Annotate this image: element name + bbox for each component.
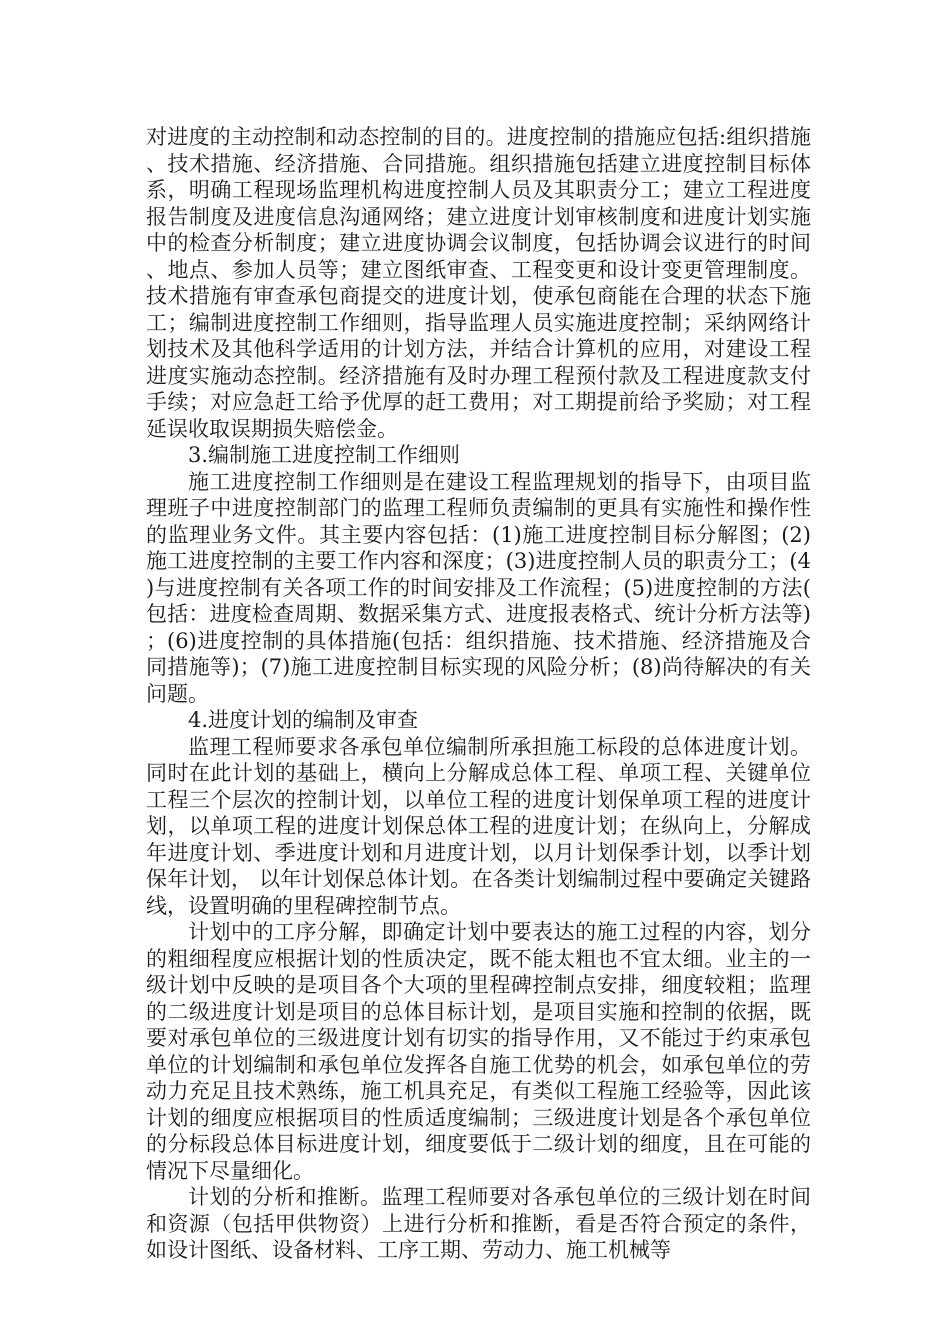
paragraph-schedule-compilation: 监理工程师要求各承包单位编制所承担施工标段的总体进度计划。同时在此计划的基础上，横向上分解成总体工程、单项工程、关键单位工程三个层次的控制计划，以单位工程的进度计划保单项工程的进度计划，以单项工程的进度计划保总体工程的进度计划；在纵向上，分解成年进度计划、季进度计划和月进度计划，以月计划保季计划，以季计划保年计划， 以年计划保总体计划。在各类计划编制过程中要确定关键路线，设置明确的里程碑控制节点。 xyxy=(146,734,811,918)
paragraph-plan-analysis: 计划的分析和推断。监理工程师要对各承包单位的三级计划在时间和资源（包括甲供物资）上进行分析和推断，看是否符合预定的条件，如设计图纸、设备材料、工序工期、劳动力、施工机械等 xyxy=(146,1185,811,1262)
paragraph-work-rules: 施工进度控制工作细则是在建设工程监理规划的指导下，由项目监理班子中进度控制部门的监理工程师负责编制的更具有实施性和操作性的监理业务文件。其主要内容包括：(1)施工进度控制目标分解图；(2)施工进度控制的主要工作内容和深度；(3)进度控制人员的职责分工；(4)与进度控制有关各项工作的时间安排及工作流程；(5)进度控制的方法(包括：进度检查周期、数据采集方式、进度报表格式、统计分析方法等)；(6)进度控制的具体措施(包括：组织措施、技术措施、经济措施及合同措施等)；(7)施工进度控制目标实现的风险分析；(8)尚待解决的有关问题。 xyxy=(146,469,811,706)
section-heading-3: 3.编制施工进度控制工作细则 xyxy=(188,443,461,467)
paragraph-process-breakdown: 计划中的工序分解，即确定计划中要表达的施工过程的内容，划分的粗细程度应根据计划的性质决定，既不能太粗也不宜太细。业主的一级计划中反映的是项目各个大项的里程碑控制点安排，细度较粗；监理的二级进度计划是项目的总体目标计划，是项目实施和控制的依据，既要对承包单位的三级进度计划有切实的指导作用，又不能过于约束承包单位的计划编制和承包单位发挥各自施工优势的机会，如承包单位的劳动力充足且技术熟练，施工机具充足，有类似工程施工经验等，因此该计划的细度应根据项目的性质适度编制；三级进度计划是各个承包单位的分标段总体目标进度计划，细度要低于二级计划的细度，且在可能的情况下尽量细化。 xyxy=(146,920,811,1183)
section-heading-4: 4.进度计划的编制及审查 xyxy=(188,708,419,732)
document-page xyxy=(146,124,811,1264)
paragraph-progress-control-measures: 对进度的主动控制和动态控制的目的。进度控制的措施应包括:组织措施、技术措施、经济措施、合同措施。组织措施包括建立进度控制目标体系，明确工程现场监理机构进度控制人员及其职责分工；建立工程进度报告制度及进度信息沟通网络；建立进度计划审核制度和进度计划实施中的检查分析制度；建立进度协调会议制度，包括协调会议进行的时间、地点、参加人员等；建立图纸审查、工程变更和设计变更管理制度。技术措施有审查承包商提交的进度计划，使承包商能在合理的状态下施工；编制进度控制工作细则，指导监理人员实施进度控制；采纳网络计划技术及其他科学适用的计划方法，并结合计算机的应用，对建设工程进度实施动态控制。经济措施有及时办理工程预付款及工程进度款支付手续；对应急赶工给予优厚的赶工费用；对工期提前给予奖励；对工程延误收取误期损失赔偿金。 xyxy=(146,125,811,441)
